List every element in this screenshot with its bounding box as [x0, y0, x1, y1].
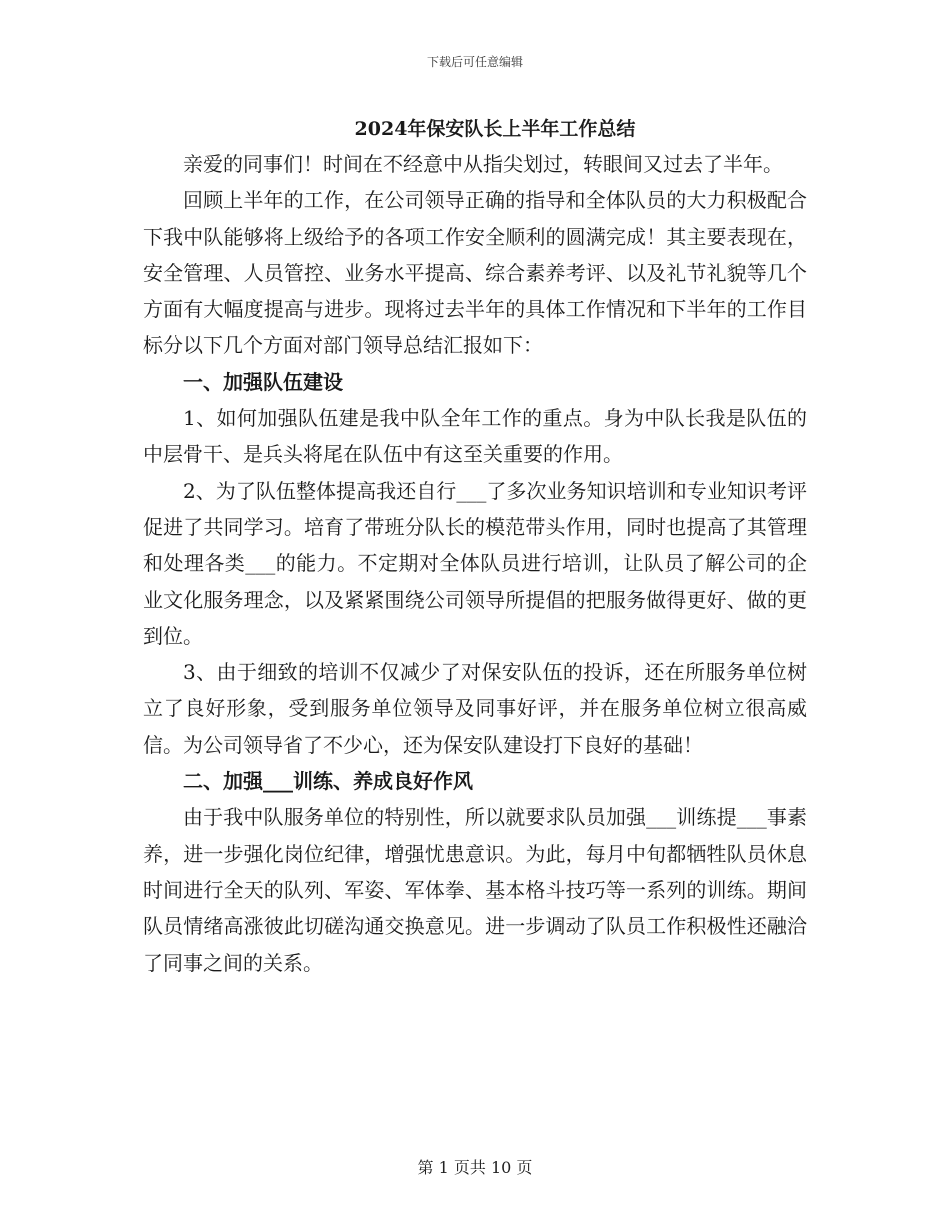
review-paragraph: 回顾上半年的工作，在公司领导正确的指导和全体队员的大力积极配合下我中队能够将上级给予的各项工作安全顺利的圆满完成！其主要表现在，安全管理、人员管控、业务水平提高、综合素养考评、以及礼节礼貌等几个方面有大幅度提高与进步。现将过去半年的具体工作情况和下半年的工作目标分以下几个方面对部门领导总结汇报如下：	[143, 188, 807, 358]
page-number: 第 1 页共 10 页	[417, 1158, 533, 1177]
section-1-item-1: 1、如何加强队伍建是我中队全年工作的重点。身为中队长我是队伍的中层骨干、是兵头将尾在队伍中有这至关重要的作用。	[143, 406, 807, 467]
document-title: 2024年保安队长上半年工作总结	[354, 118, 636, 140]
section-1-item-3: 3、由于细致的培训不仅减少了对保安队伍的投诉，还在所服务单位树立了良好形象，受到服务单位领导及同事好评，并在服务单位树立很高威信。为公司领导省了不少心，还为保安队建设打下良好的基础！	[143, 660, 807, 757]
section-1-heading: 一、加强队伍建设	[183, 369, 343, 394]
section-2-paragraph: 由于我中队服务单位的特别性，所以就要求队员加强___训练提___事素养，进一步强化岗位纪律，增强忧患意识。为此，每月中旬都牺牲队员休息时间进行全天的队列、军姿、军体拳、基本格斗技巧等一系列的训练。期间队员情绪高涨彼此切磋沟通交换意见。进一步调动了队员工作积极性还融洽了同事之间的关系。	[143, 805, 807, 975]
section-1-item-2: 2、为了队伍整体提高我还自行___了多次业务知识培训和专业知识考评促进了共同学习。培育了带班分队长的模范带头作用，同时也提高了其管理和处理各类___的能力。不定期对全体队员进行培训，让队员了解公司的企业文化服务理念，以及紧紧围绕公司领导所提倡的把服务做得更好、做的更到位。	[143, 478, 807, 648]
section-2-heading: 二、加强___训练、养成良好作风	[183, 769, 473, 794]
document-body	[143, 146, 807, 981]
intro-paragraph: 亲爱的同事们！时间在不经意中从指尖划过，转眼间又过去了半年。	[183, 152, 783, 176]
page-header-note: 下载后可任意编辑	[426, 55, 523, 69]
